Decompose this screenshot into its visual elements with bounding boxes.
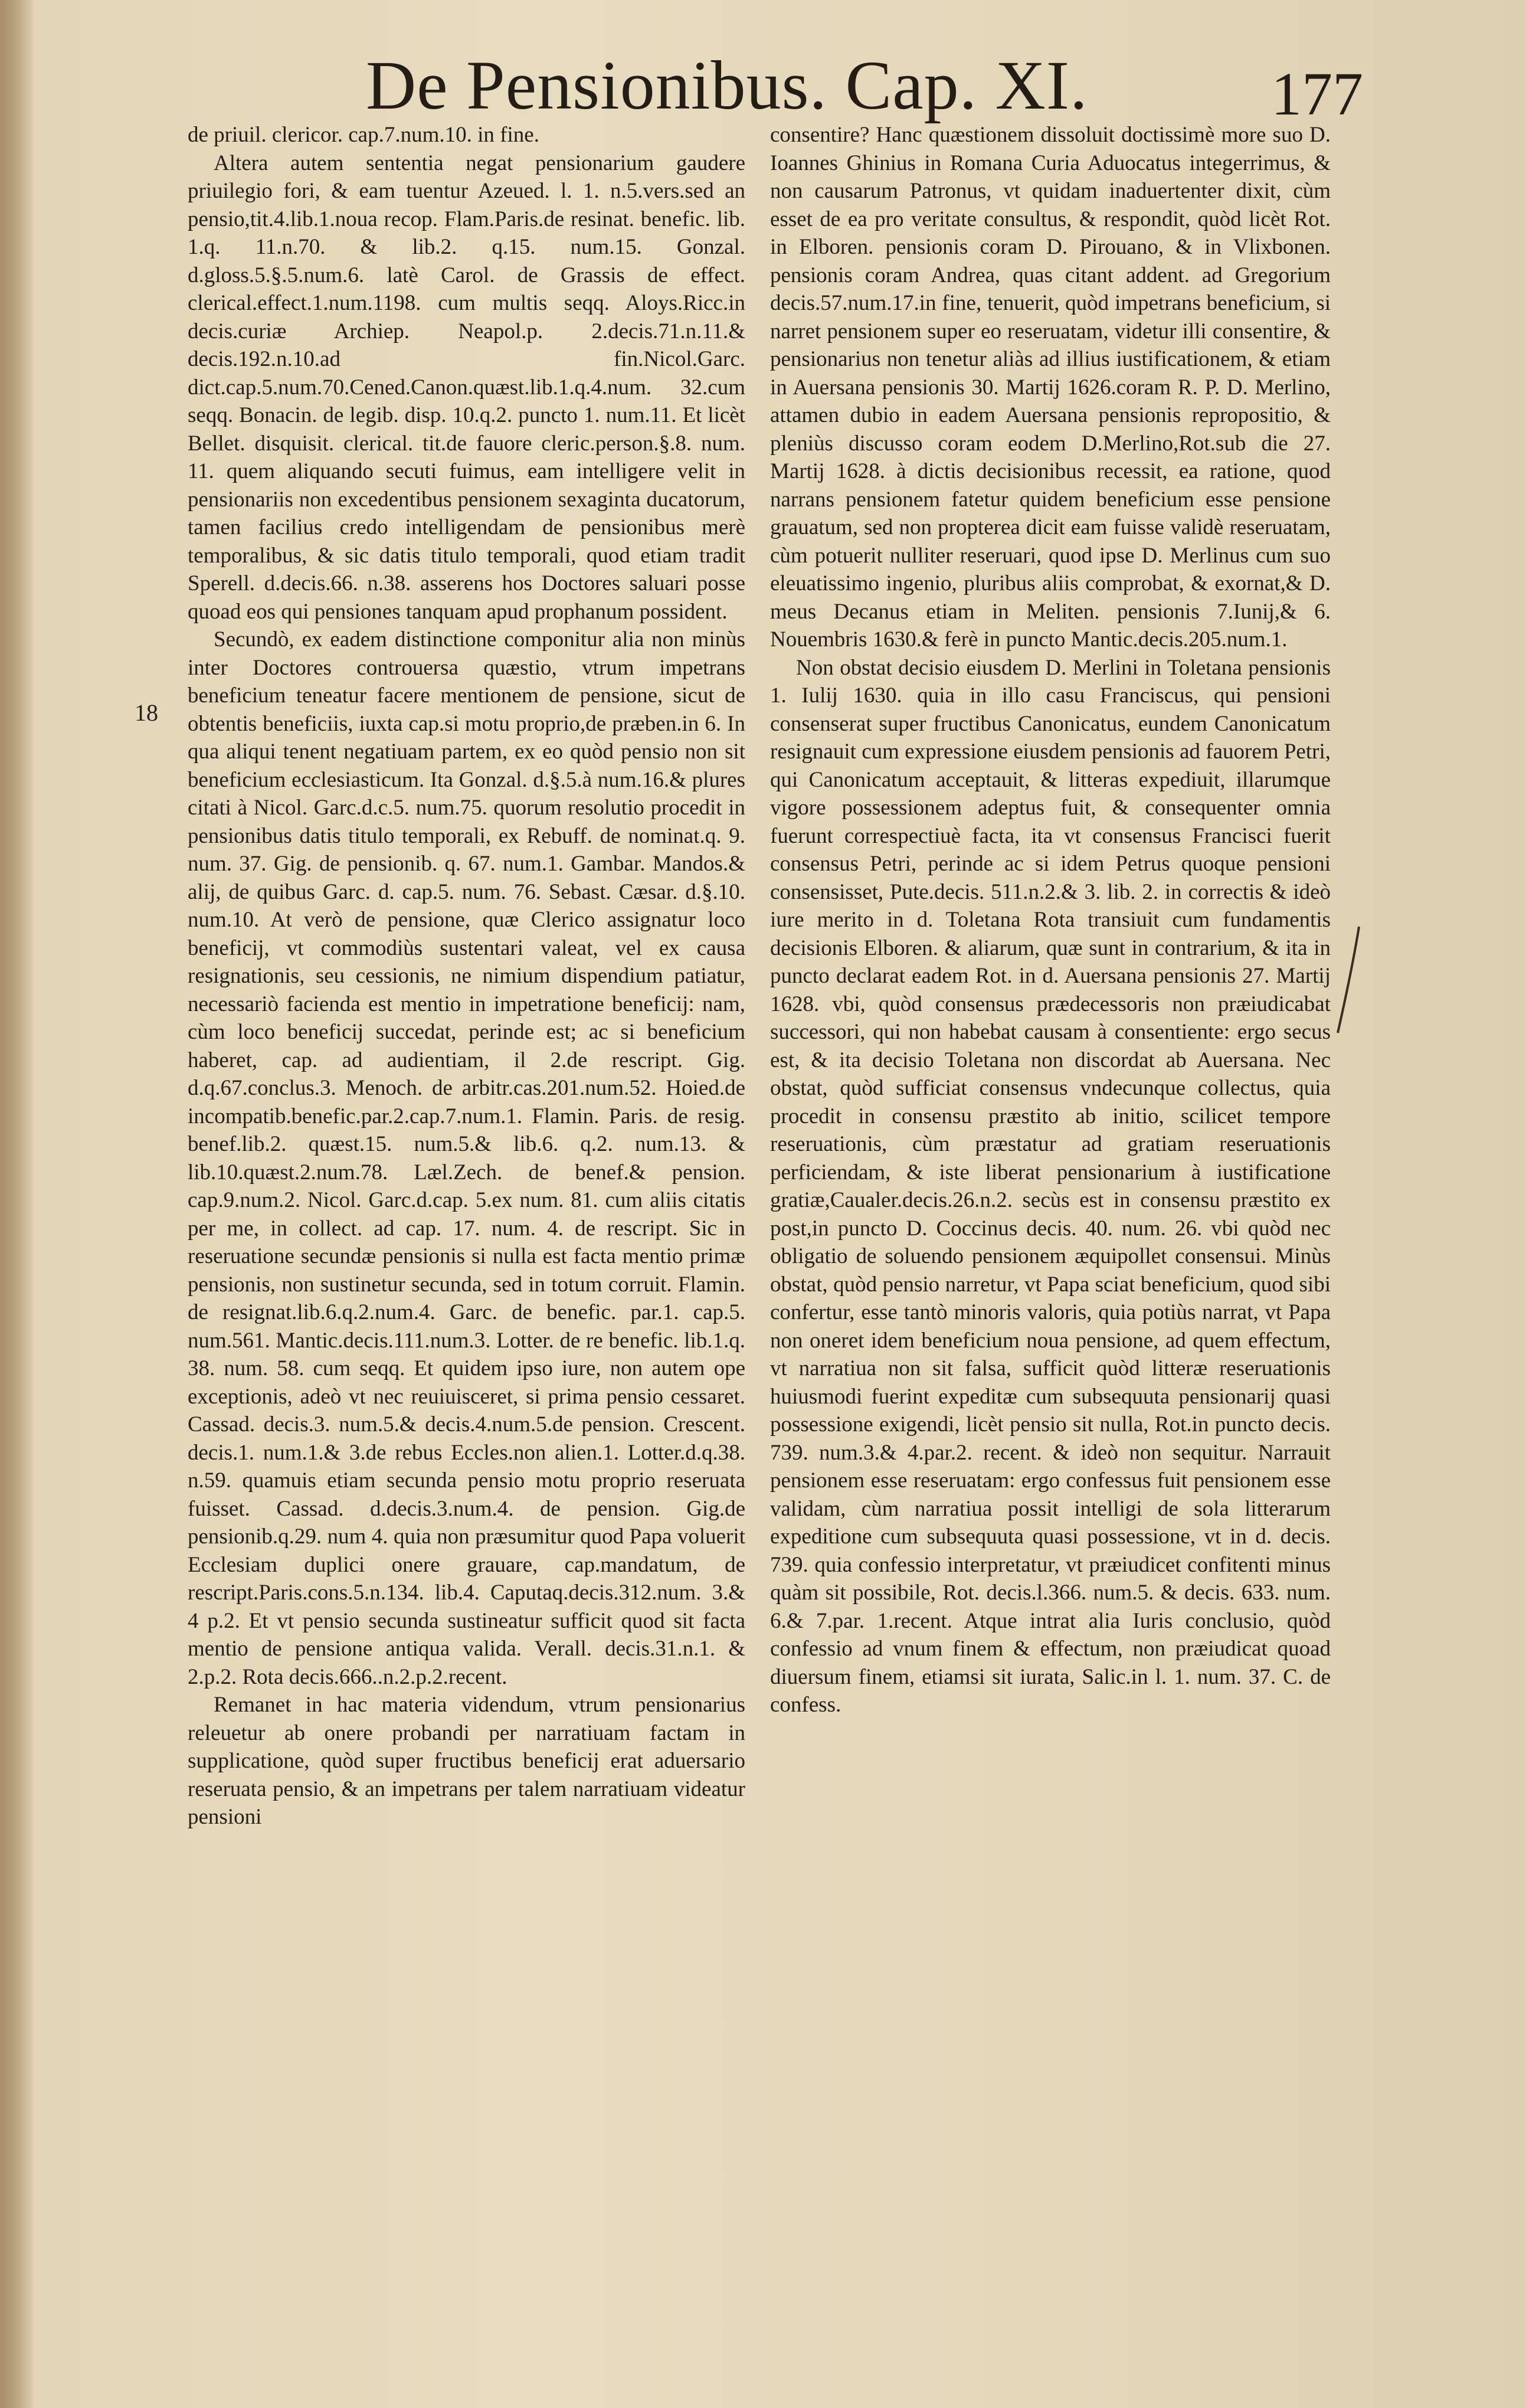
- right-column: [770, 121, 1331, 2317]
- left-column: [188, 121, 745, 2317]
- left-paragraph: Secundò, ex eadem distinctione componitur alia non minùs inter Doctores controuersa quæstio, vtrum impetrans beneficium teneatur facere mentionem de pensione, sicut de obtentis beneficiis, iuxta cap.si motu proprio,de præben.in 6. In qua aliqui tenent negatiuam partem, ex eo quòd pensio non sit beneficium ecclesiasticum. Ita Gonzal. d.§.5.à num.16.& plures citati à Nicol. Garc.d.c.5. num.75. quorum resolutio procedit in pensionibus datis titulo temporali, ex Rebuff. de nominat.q. 9. num. 37. Gig. de pensionib. q. 67. num.1. Gambar. Mandos.& alij, de quibus Garc. d. cap.5. num. 76. Sebast. Cæsar. d.§.10. num.10. At verò de pensione, quæ Clerico assignatur loco beneficij, vt commodiùs sustentari valeat, vel ex causa resignationis, seu cessionis, ne nimium dispendium patiatur, necessariò facienda est mentio in impetratione beneficij: nam, cùm loco beneficij succedat, perinde est; ac si beneficium haberet, cap. ad audientiam, il 2.de rescript. Gig. d.q.67.conclus.3. Menoch. de arbitr.cas.201.num.52. Hoied.de incompatib.benefic.par.2.cap.7.num.1. Flamin. Paris. de resig. benef.lib.2. quæst.15. num.5.& lib.6. q.2. num.13. & lib.10.quæst.2.num.78. Læl.Zech. de benef.& pension. cap.9.num.2. Nicol. Garc.d.cap. 5.ex num. 81. cum aliis citatis per me, in collect. ad cap. 17. num. 4. de rescript. Sic in reseruatione secundæ pensionis si nulla est facta mentio primæ pensionis, non sustinetur secunda, sed in totum corruit. Flamin. de resignat.lib.6.q.2.num.4. Garc. de benefic. par.1. cap.5. num.561. Mantic.decis.111.num.3. Lotter. de re benefic. lib.1.q. 38. num. 58. cum seqq. Et quidem ipso iure, non autem ope exceptionis, adeò vt nec reuiuisceret, si prima pensio cessaret. Cassad. decis.3. num.5.& decis.4.num.5.de pension. Crescent. decis.1. num.1.& 3.de rebus Eccles.non alien.1. Lotter.d.q.38. n.59. quamuis etiam secunda pensio motu proprio reseruata fuisset. Cassad. d.decis.3.num.4. de pension. Gig.de pensionib.q.29. num 4. quia non præsumitur quod Papa voluerit Ecclesiam duplici onere grauare, cap.mandatum, de rescript.Paris.cons.5.n.134. lib.4. Caputaq.decis.312.num. 3.& 4 p.2. Et vt pensio secunda sustineatur sufficit quod sit facta mentio de pensione antiqua valida. Verall. decis.31.n.1. & 2.p.2. Rota decis.666..n.2.p.2.recent.: [188, 627, 745, 1689]
- page-number: 177: [1271, 60, 1363, 128]
- margin-paragraph-number: 18: [135, 699, 158, 726]
- page-edge-shadow: [0, 0, 35, 2408]
- right-paragraph: consentire? Hanc quæstionem dissoluit doctissimè more suo D. Ioannes Ghinius in Romana Curia Aduocatus integerrimus, & non causarum Patronus, vt quidam inaduertenter dixit, cùm esset de ea pro veritate consultus, & respondit, quòd licèt Rot. in Elboren. pensionis coram D. Pirouano, & in Vlixbonen. pensionis coram Andrea, quas citant addent. ad Gregorium decis.57.num.17.in fine, tenuerit, quòd impetrans beneficium, si narret pensionem super eo reseruatam, videtur illi consentire, & pensionarius non tenetur aliàs ad illius iustificationem, & etiam in Auersana pensionis 30. Martij 1626.coram R. P. D. Merlino, attamen dubio in eadem Auersana pensionis repropositio, & pleniùs discusso coram eodem D.Merlino,Rot.sub die 27. Martij 1628. à dictis decisionibus recessit, ea ratione, quod narrans pensionem fatetur quidem beneficium esse pensione grauatum, sed non propterea dicit eam fuisse validè reseruatam, cùm potuerit nulliter reseruari, quod ipse D. Merlinus cum suo eleuatissimo ingenio, pluribus aliis comprobat, & exornat,& D. meus Decanus etiam in Meliten. pensionis 7.Iunij,& 6. Nouembris 1630.& ferè in puncto Mantic.decis.205.num.1.: [770, 123, 1331, 652]
- left-paragraph: Altera autem sententia negat pensionarium gaudere priuilegio fori, & eam tuentur Azeued. l. 1. n.5.vers.sed an pensio,tit.4.lib.1.noua recop. Flam.Paris.de resinat. benefic. lib. 1.q. 11.n.70. & lib.2. q.15. num.15. Gonzal. d.gloss.5.§.5.num.6. latè Carol. de Grassis de effect. clerical.effect.1.num.1198. cum multis seqq. Aloys.Ricc.in decis.curiæ Archiep. Neapol.p. 2.decis.71.n.11.& decis.192.n.10.ad fin.Nicol.Garc. dict.cap.5.num.70.Cened.Canon.quæst.lib.1.q.4.num. 32.cum seqq. Bonacin. de legib. disp. 10.q.2. puncto 1. num.11. Et licèt Bellet. disquisit. clerical. tit.de fauore cleric.person.§.8. num. 11. quem aliquando secuti fuimus, eam intelligere velit in pensionariis non excedentibus pensionem sexaginta ducatorum, tamen facilius credo intelligendam de pensionibus merè temporalibus, & sic datis titulo temporali, quod etiam tradit Sperell. d.decis.66. n.38. asserens hos Doctores saluari posse quoad eos qui pensiones tanquam apud prophanum possident.: [188, 150, 745, 624]
- ink-mark: [1331, 921, 1366, 1039]
- left-paragraph: de priuil. clericor. cap.7.num.10. in fine.: [188, 123, 539, 147]
- left-paragraph: Remanet in hac materia videndum, vtrum pensionarius releuetur ab onere probandi per narratiuam factam in supplicatione, quòd super fructibus beneficij erat aduersario reseruata pensio, & an impetrans per talem narratiuam videatur pensioni: [188, 1693, 745, 1829]
- running-head: De Pensionibus. Cap. XI.: [366, 47, 1088, 124]
- right-paragraph: Non obstat decisio eiusdem D. Merlini in Toletana pensionis 1. Iulij 1630. quia in illo casu Franciscus, qui pensioni consenserat super fructibus Canonicatus, eundem Canonicatum resignauit cum expressione eiusdem pensionis ad fauorem Petri, qui Canonicatum acceptauit, & litteras expediuit, illarumque vigore possessionem adeptus fuit, & consequenter omnia fuerunt correspectiuè facta, ita vt consensus Francisci fuerit consensus Petri, perinde ac si idem Petrus quoque pensioni consensisset, Pute.decis. 511.n.2.& 3. lib. 2. in correctis & ideò iure merito in d. Toletana Rota transiuit cum fundamentis decisionis Elboren. & aliarum, quæ sunt in contrarium, & ita in puncto declarat eadem Rot. in d. Auersana pensionis 27. Martij 1628. vbi, quòd consensus prædecessoris non præiudicabat successori, qui non habebat causam à consentiente: ergo secus est, & ita decisio Toletana non discordat ab Auersana. Nec obstat, quòd sufficiat consensus vndecunque collectus, quia procedit in consensu præstito ab initio, scilicet tempore reseruationis, cùm præstatur ad gratiam reseruationis perficiendam, & iste liberat pensionarium à iustificatione gratiæ,Caualer.decis.26.n.2. secùs est in consensu præstito ex post,in puncto D. Coccinus decis. 40. num. 26. vbi quòd nec obligatio de soluendo pensionem æquipollet consensui. Minùs obstat, quòd pensio narretur, vt Papa sciat beneficium, quod sibi confertur, esse tantò minoris valoris, quia potiùs narrat, vt Papa non oneret idem beneficium noua pensione, ad quem effectum, vt narratiua non sit falsa, sufficit quòd litteræ reseruationis huiusmodi fuerint expeditæ cum subsequuta pensionarij quasi possessione exigendi, licèt pensio sit nulla, Rot.in puncto decis. 739. num.3.& 4.par.2. recent. & ideò non sequitur. Narrauit pensionem esse reseruatam: ergo confessus fuit pensionem esse validam, cùm narratiua possit intelligi de sola litterarum expeditione cum subsequuta quasi possessione, vt in d. decis. 739. quia confessio interpretatur, vt præiudicet confitenti minus quàm sit possibile, Rot. decis.l.366. num.5. & decis. 633. num. 6.& 7.par. 1.recent. Atque intrat alia Iuris conclusio, quòd confessio ad vnum finem & effectum, non præiudicat quoad diuersum finem, etiamsi sit iurata, Salic.in l. 1. num. 37. C. de confess.: [770, 655, 1331, 1717]
